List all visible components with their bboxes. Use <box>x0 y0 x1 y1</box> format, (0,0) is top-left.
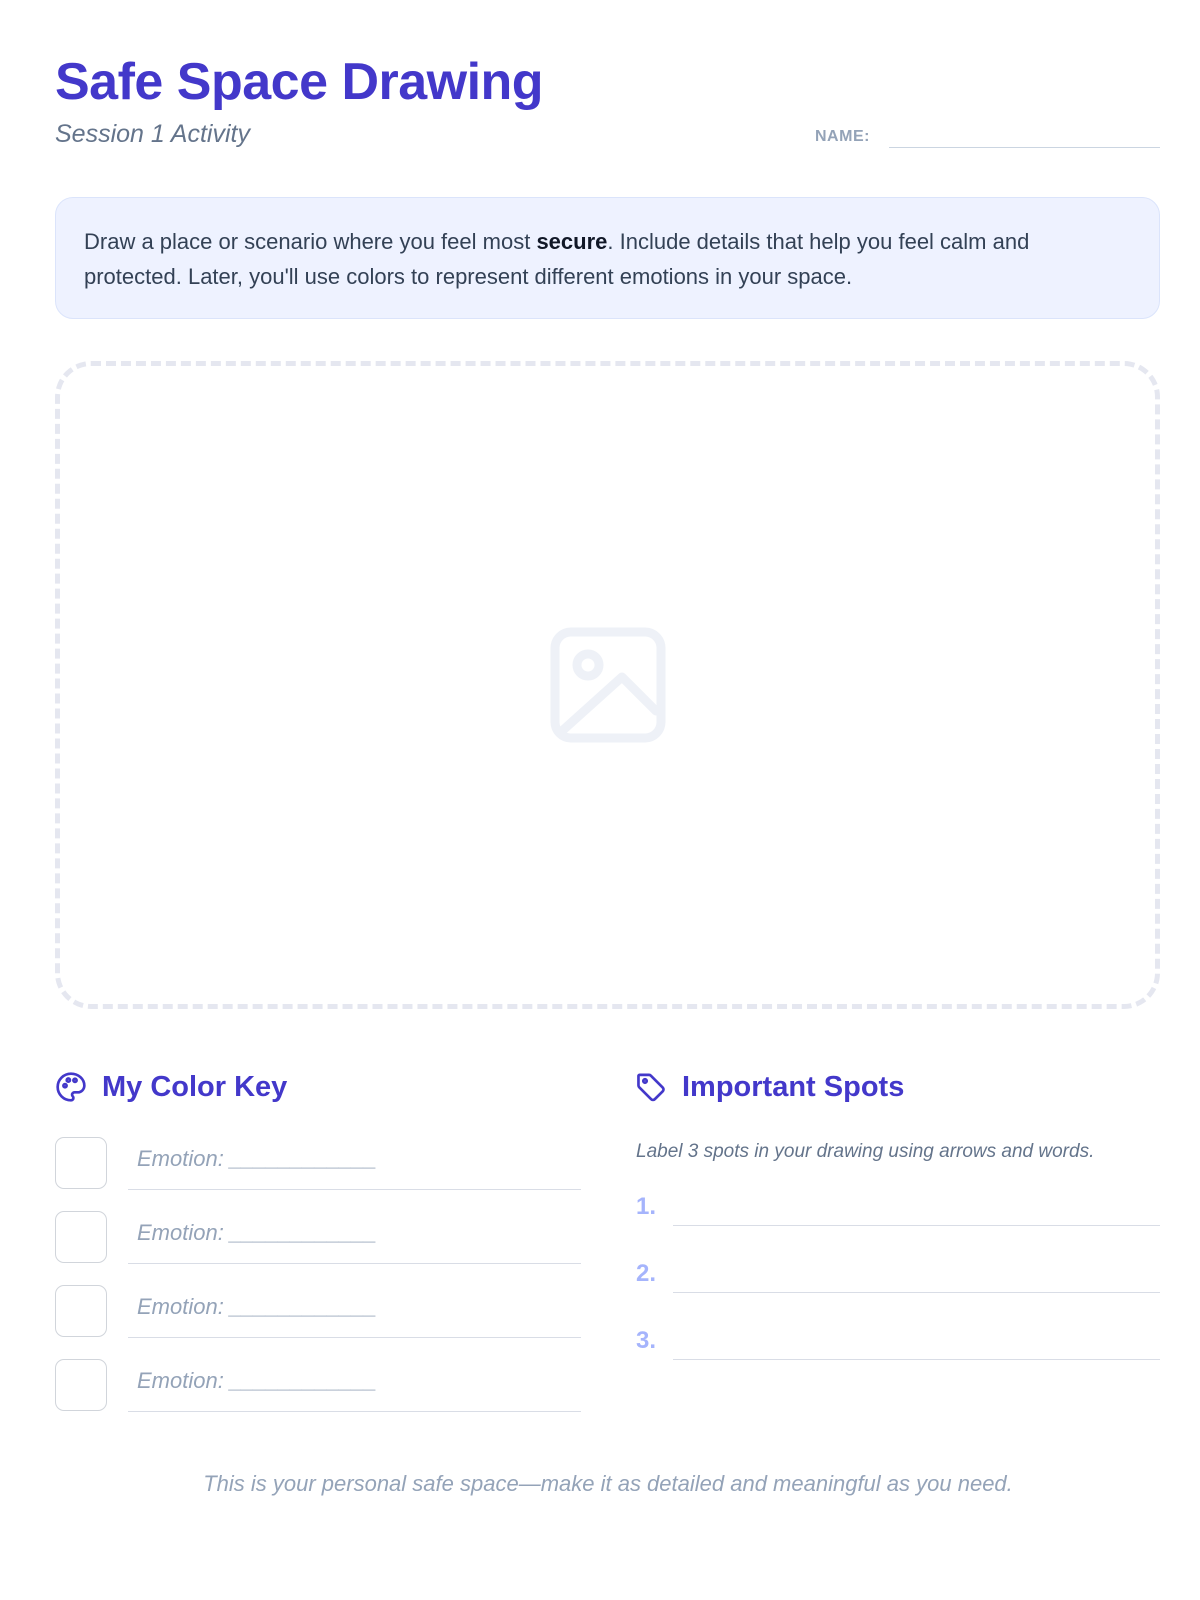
spot-item <box>636 1254 1160 1294</box>
emotion-label: Emotion: ____________ <box>137 1368 377 1393</box>
color-key-row <box>55 1359 581 1413</box>
color-swatch[interactable] <box>55 1211 107 1263</box>
important-spots-heading <box>635 1067 904 1107</box>
color-swatch[interactable] <box>55 1359 107 1411</box>
header <box>55 50 1160 155</box>
palette-icon <box>55 1070 89 1104</box>
spots-instruction: Label 3 spots in your drawing using arrows and words. <box>636 1141 1095 1162</box>
page-title: Safe Space Drawing <box>55 53 544 111</box>
spot-line[interactable] <box>673 1187 1160 1226</box>
spot-item <box>636 1187 1160 1227</box>
spot-line[interactable] <box>673 1321 1160 1360</box>
color-key-row <box>55 1137 581 1191</box>
color-key-row <box>55 1211 581 1265</box>
emotion-label: Emotion: ____________ <box>137 1146 377 1171</box>
drawing-area[interactable] <box>55 361 1160 1009</box>
emotion-field[interactable] <box>128 1211 581 1264</box>
color-key-row <box>55 1285 581 1339</box>
spot-number: 3. <box>636 1327 657 1354</box>
page-subtitle: Session 1 Activity <box>55 120 250 148</box>
color-swatch[interactable] <box>55 1285 107 1337</box>
emotion-label: Emotion: ____________ <box>137 1294 377 1319</box>
emotion-field[interactable] <box>128 1137 581 1190</box>
name-label: NAME: <box>815 128 870 145</box>
emotion-field[interactable] <box>128 1285 581 1338</box>
spot-line[interactable] <box>673 1254 1160 1293</box>
important-spots-title: Important Spots <box>682 1070 905 1103</box>
spot-number: 1. <box>636 1193 657 1220</box>
name-field[interactable] <box>815 124 1160 150</box>
color-key-title: My Color Key <box>102 1070 288 1103</box>
color-swatch[interactable] <box>55 1137 107 1189</box>
color-key-heading <box>55 1067 287 1107</box>
instructions-box <box>55 197 1160 319</box>
tag-icon <box>635 1070 669 1104</box>
instructions-text: Draw a place or scenario where you feel most <box>84 229 537 254</box>
instructions-text-continued: . Include details that help you feel calm and protected. Later, you'll use colors to represent different emotions in your space. <box>84 229 1030 289</box>
spot-number: 2. <box>636 1260 657 1287</box>
image-icon <box>550 627 666 743</box>
emotion-label: Emotion: ____________ <box>137 1220 377 1245</box>
footer-note: This is your personal safe space—make it as detailed and meaningful as you need. <box>203 1471 1013 1496</box>
spot-item <box>636 1321 1160 1361</box>
emotion-field[interactable] <box>128 1359 581 1412</box>
name-line[interactable] <box>889 147 1160 148</box>
instructions-emphasis: secure <box>536 229 608 254</box>
